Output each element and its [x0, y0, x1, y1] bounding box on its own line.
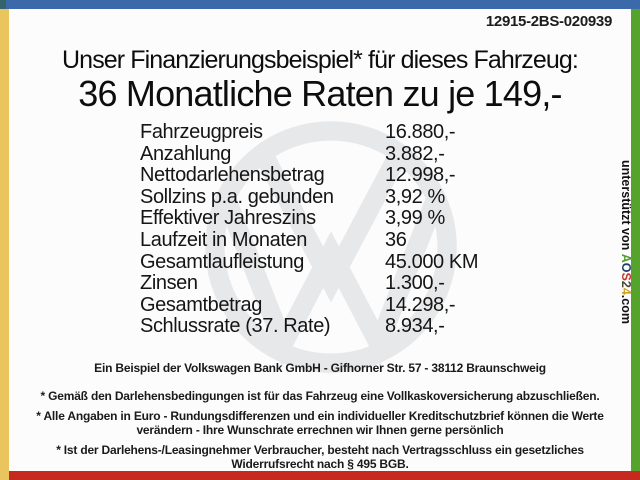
footnote: * Gemäß den Darlehensbedingungen ist für das Fahrzeug eine Vollkaskoversicherung abzuschließen. — [40, 388, 600, 403]
row-label: Nettodarlehensbetrag — [140, 164, 325, 187]
brand-letter: O — [619, 262, 633, 273]
table-row — [140, 316, 510, 338]
table-row — [140, 230, 510, 252]
row-value: 3,92 % — [385, 185, 445, 208]
table-row — [140, 295, 510, 317]
table-row — [140, 252, 510, 274]
supported-by-label: unterstützt von — [619, 160, 633, 254]
brand-letter: 2 — [619, 280, 633, 288]
brand-letter: S — [619, 272, 633, 281]
footnote: * Ist der Darlehens-/Leasingnehmer Verbraucher, besteht nach Vertragsschluss ein gesetzliches Widerrufsrecht nach § 495 BGB. — [56, 443, 584, 471]
supporter-credit — [619, 160, 633, 324]
row-label: Fahrzeugpreis — [140, 121, 263, 143]
footnotes — [20, 390, 620, 472]
brand-domain-suffix: .com — [619, 294, 633, 324]
table-row — [140, 273, 510, 295]
table-row — [140, 208, 510, 230]
row-label: Sollzins p.a. gebunden — [140, 185, 334, 208]
row-label: Zinsen — [140, 272, 198, 295]
monthly-rate-headline: 36 Monatliche Raten zu je 149,- — [78, 73, 562, 114]
row-value: 8.934,- — [385, 315, 445, 338]
brand-letter: A — [619, 253, 633, 263]
aos24-logo — [619, 254, 633, 295]
row-label: Gesamtbetrag — [140, 293, 262, 316]
row-label: Anzahlung — [140, 142, 231, 165]
row-value: 45.000 KM — [385, 250, 479, 273]
row-value: 36 — [385, 228, 407, 251]
document-id: 12915-2BS-020939 — [485, 13, 612, 30]
row-value: 3.882,- — [385, 142, 445, 165]
row-value: 3,99 % — [385, 207, 445, 230]
row-value: 12.998,- — [385, 164, 456, 187]
row-label: Laufzeit in Monaten — [140, 228, 307, 251]
table-row — [140, 165, 510, 187]
footer — [20, 362, 620, 478]
row-value: 16.880,- — [385, 121, 456, 143]
page-title: Unser Finanzierungsbeispiel* für dieses Fahrzeug: — [62, 46, 578, 74]
row-label: Effektiver Jahreszins — [140, 207, 316, 230]
footnote: * Alle Angaben in Euro - Rundungsdifferenzen und ein individueller Kreditschutzbrief können die Werte verändern - Ihre Wunschrate errechnen wir Ihnen gerne persönlich — [36, 409, 604, 437]
row-value: 14.298,- — [385, 293, 456, 316]
brand-letter: 4 — [619, 287, 633, 295]
row-label: Gesamtlaufleistung — [140, 250, 305, 273]
finance-table — [140, 122, 510, 338]
row-value: 1.300,- — [385, 272, 445, 295]
table-row — [140, 187, 510, 209]
row-label: Schlussrate (37. Rate) — [140, 315, 331, 338]
table-row — [140, 122, 510, 144]
bank-address-line: Ein Beispiel der Volkswagen Bank GmbH - Gifhorner Str. 57 - 38112 Braunschweig — [94, 361, 546, 375]
table-row — [140, 144, 510, 166]
